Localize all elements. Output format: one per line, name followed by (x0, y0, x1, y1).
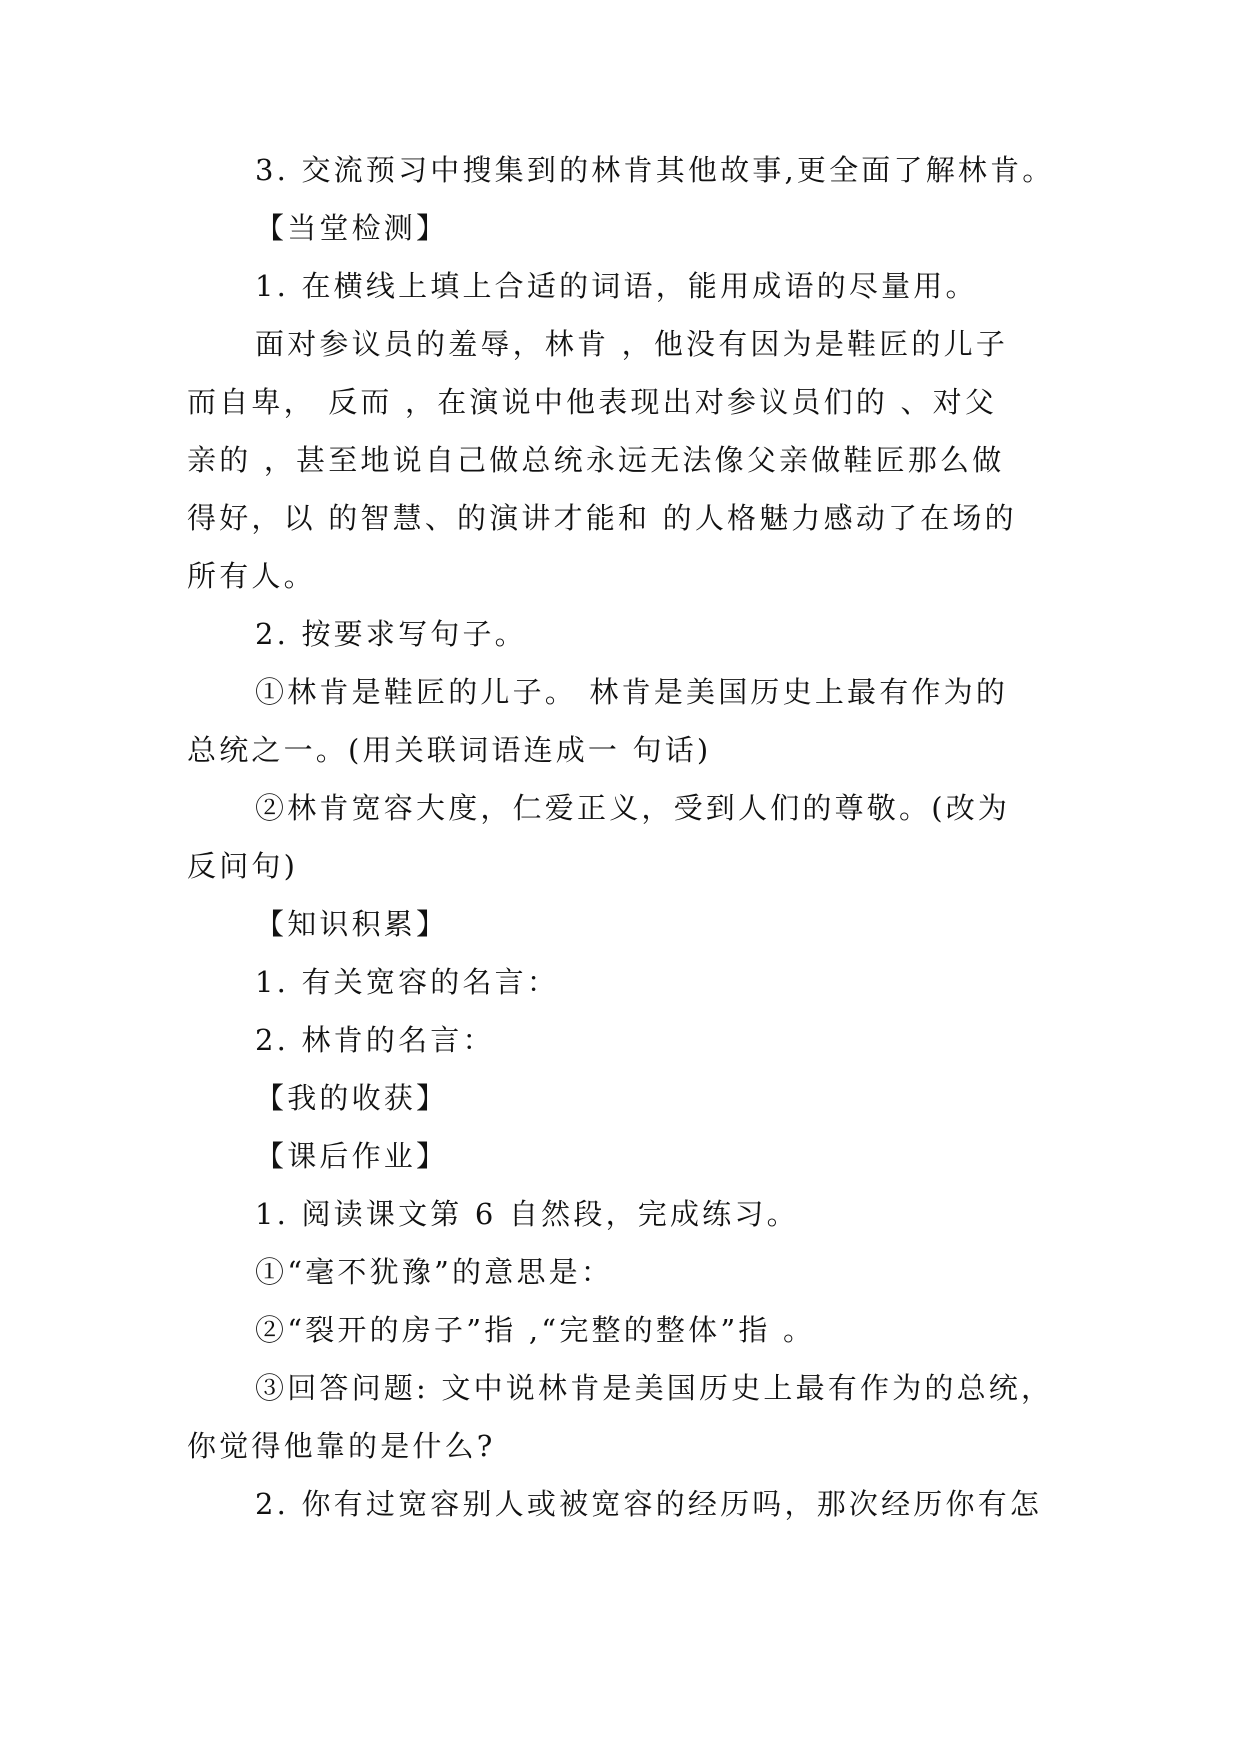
homework-subitem-2: ②“裂开的房子”指 ,“完整的整体”指 。 (255, 1313, 816, 1347)
homework-subitem-3-line-1: ③回答问题: 文中说林肯是美国历史上最有作为的总统， (255, 1371, 1054, 1405)
section-heading-gains: 【我的收获】 (255, 1081, 449, 1115)
knowledge-item-1: 1. 有关宽容的名言： (255, 965, 560, 999)
fill-blank-paragraph-line-2: 而自卑， 反而 ，在演说中他表现出对参议员们的 、对父 (187, 385, 998, 419)
section-heading-classroom-test: 【当堂检测】 (255, 211, 449, 245)
knowledge-item-2: 2. 林肯的名言： (255, 1023, 495, 1057)
fill-blank-paragraph-line-3: 亲的 ，甚至地说自己做总统永远无法像父亲做鞋匠那么做 (187, 443, 1005, 477)
section-heading-knowledge: 【知识积累】 (255, 907, 449, 941)
test-item-2-instruction: 2. 按要求写句子。 (255, 617, 527, 651)
sentence-task-1-line-1: ①林肯是鞋匠的儿子。 林肯是美国历史上最有作为的 (255, 675, 1009, 709)
test-item-1-instruction: 1. 在横线上填上合适的词语，能用成语的尽量用。 (255, 269, 978, 303)
item-3-exchange-stories: 3. 交流预习中搜集到的林肯其他故事,更全面了解林肯。 (255, 153, 1055, 187)
sentence-task-1-line-2: 总统之一。(用关联词语连成一 句话) (187, 733, 712, 767)
fill-blank-paragraph-line-1: 面对参议员的羞辱，林肯 ，他没有因为是鞋匠的儿子 (255, 327, 1009, 361)
fill-blank-paragraph-line-5: 所有人。 (187, 559, 316, 593)
section-heading-homework: 【课后作业】 (255, 1139, 449, 1173)
sentence-task-2-line-2: 反问句) (187, 849, 299, 883)
homework-item-1: 1. 阅读课文第 6 自然段，完成练习。 (255, 1197, 799, 1231)
homework-subitem-3-line-2: 你觉得他靠的是什么? (187, 1429, 496, 1463)
sentence-task-2-line-1: ②林肯宽容大度，仁爱正义，受到人们的尊敬。(改为 (255, 791, 1011, 825)
homework-subitem-1: ①“毫不犹豫”的意思是： (255, 1255, 614, 1289)
homework-item-2: 2. 你有过宽容别人或被宽容的经历吗，那次经历你有怎 (255, 1487, 1043, 1521)
fill-blank-paragraph-line-4: 得好，以 的智慧、的演讲才能和 的人格魅力感动了在场的 (187, 501, 1017, 535)
